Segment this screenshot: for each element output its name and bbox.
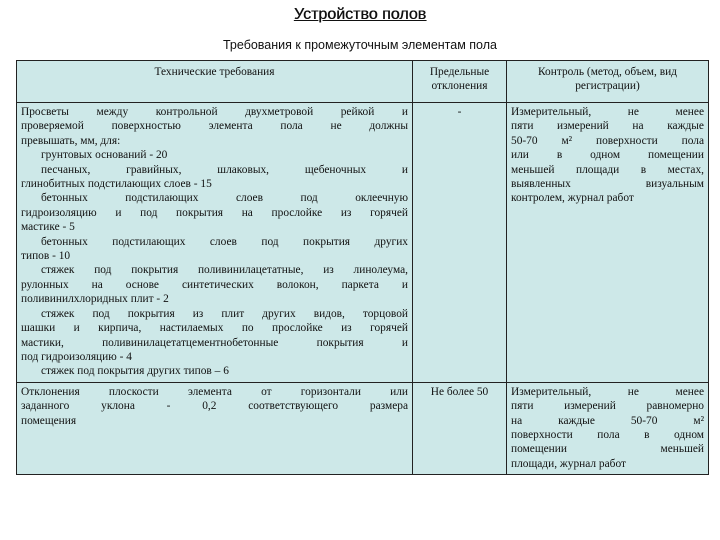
requirement-line: стяжек под покрытия поливинилацетатные, из линолеума, <box>41 264 408 277</box>
requirement-line: типов - 10 <box>21 250 71 263</box>
requirement-line: глинобитных подстилающих слоев - 15 <box>21 178 212 191</box>
requirements-table <box>16 60 709 475</box>
control-line: на каждые 50-70 м² <box>511 414 704 427</box>
requirement-line: поливинилхлоридных плит - 2 <box>21 293 169 306</box>
requirement-line: грунтовых оснований - 20 <box>41 149 168 162</box>
control-line: контролем, журнал работ <box>511 192 634 205</box>
control-line: выявленных визуальным <box>511 178 704 191</box>
control-line: Измерительный, не менее <box>511 106 704 118</box>
table-header-row <box>17 61 709 103</box>
requirement-line: помещения <box>21 414 77 427</box>
control-line: поверхности пола в одном <box>511 428 704 441</box>
header-requirements: Технические требования <box>17 61 413 103</box>
requirement-line: стяжек под покрытия других типов – 6 <box>41 365 229 378</box>
header-deviation: Предельные отклонения <box>413 61 507 103</box>
control-line: или в одном помещении <box>511 149 704 162</box>
control-line: пяти измерений на каждые <box>511 120 704 133</box>
requirement-line: стяжек под покрытия из плит других видов, торцовой <box>41 307 408 320</box>
header-control: Контроль (метод, объем, вид регистрации) <box>507 61 709 103</box>
control-line: 50-70 м² поверхности пола <box>511 134 704 147</box>
control-line: площади, журнал работ <box>511 457 627 470</box>
row-2-deviation: Не более 50 <box>413 382 507 474</box>
control-line: пяти измерений равномерно <box>511 400 704 413</box>
control-line: Измерительный, не менее <box>511 385 704 398</box>
requirement-line: под гидроизоляцию - 4 <box>21 350 132 363</box>
requirement-line: мастике - 5 <box>21 221 75 234</box>
row-1-deviation: - <box>413 103 507 383</box>
requirement-line: Просветы между контрольной двухметровой рейкой и <box>21 106 408 118</box>
requirement-line: шашки и кирпича, настилаемых по прослойке из горячей <box>21 322 408 335</box>
requirement-line: бетонных подстилающих слоев под покрытия других <box>41 235 408 248</box>
requirement-line: проверяемой поверхностью элемента пола не должны <box>21 120 408 133</box>
requirement-line: рулонных на основе синтетических волокон, паркета и <box>21 278 408 291</box>
requirement-line: заданного уклона - 0,2 соответствующего размера <box>21 400 408 413</box>
row-1-requirements <box>17 103 413 383</box>
requirement-line: мастики, поливинилацетатцементнобетонные покрытия и <box>21 336 408 349</box>
requirement-line: бетонных подстилающих слоев под оклеечную <box>41 192 408 205</box>
requirement-line: превышать, мм, для: <box>21 134 121 147</box>
requirement-line: гидроизоляцию и под покрытия на прослойке из горячей <box>21 206 408 219</box>
row-1-control <box>507 103 709 383</box>
control-line: меньшей площади в местах, <box>511 163 704 176</box>
requirement-line: песчаных, гравийных, шлаковых, щебеночных и <box>41 163 408 176</box>
row-2-control <box>507 382 709 474</box>
page-title: Устройство полов <box>293 6 427 23</box>
control-line: помещении меньшей <box>511 443 704 456</box>
requirement-line: Отклонения плоскости элемента от горизонтали или <box>21 385 408 398</box>
table-row <box>17 103 709 383</box>
row-2-requirements <box>17 382 413 474</box>
table-row <box>17 382 709 474</box>
page-subtitle: Требования к промежуточным элементам пола <box>223 38 497 52</box>
